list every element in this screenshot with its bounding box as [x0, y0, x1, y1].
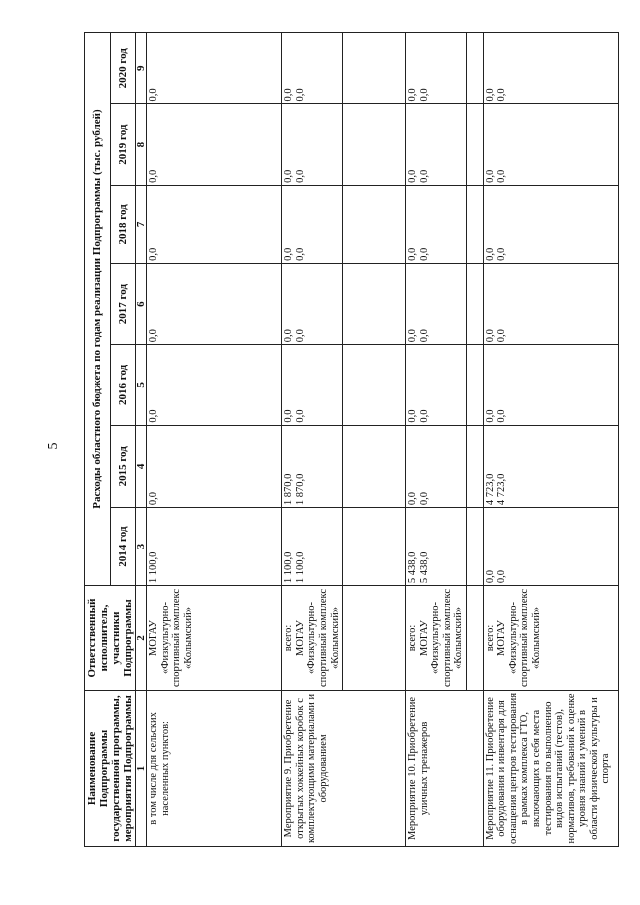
row-value: 0,0	[147, 263, 282, 344]
row-total-value: 0,0	[484, 409, 496, 423]
row-value: 0,0	[294, 409, 306, 423]
row-total-value: 0,0	[484, 569, 496, 584]
row-value: 0,0	[496, 247, 508, 261]
row-name: Мероприятие 11. Приобретение оборудования и инвентаря для оснащения центров тестирования в рамках комплекса ГТО, включающих в себя места тестирования по выполнению видов испытаний (тестов), нормативов, требований к оценке уровня знаний и умений в области физической культуры и спорта	[483, 690, 618, 846]
row-total-value: 1 100,0	[283, 551, 295, 584]
row-value: 0,0	[294, 329, 306, 343]
column-number-row	[136, 33, 147, 847]
column-number: 2	[136, 586, 147, 691]
header-expenses-group: Расходы областного бюджета по годам реализации Подпрограммы (тыс. рублей)	[85, 33, 111, 586]
row-value: 0,0	[418, 247, 430, 261]
row-value: 0,0	[418, 329, 430, 343]
row-value: 0,0	[496, 329, 508, 343]
table-row	[147, 33, 282, 847]
header-year: 2019 год	[110, 104, 136, 185]
budget-table-sheet	[84, 32, 612, 847]
row-total-value: 5 438,0	[407, 551, 419, 584]
row-total-value: 0,0	[407, 491, 419, 506]
row-total-value: 0,0	[283, 329, 295, 343]
header-year: 2017 год	[110, 263, 136, 344]
column-number: 6	[136, 263, 147, 344]
row-value: 0,0	[496, 88, 508, 102]
row-value: 1 100,0	[147, 508, 282, 586]
row-total-value: 0,0	[484, 169, 496, 183]
column-number: 3	[136, 508, 147, 586]
row-value: 0,0	[294, 88, 306, 102]
row-value: 0,0	[496, 169, 508, 183]
row-total-value: 0,0	[407, 247, 419, 261]
row-value: 0,0	[147, 345, 282, 425]
page-number: 5	[46, 442, 61, 450]
row-total-value: 0,0	[407, 409, 419, 423]
header-year: 2018 год	[110, 185, 136, 263]
row-name: в том числе для сельских населенных пунктов:	[147, 690, 282, 846]
row-executor: МОГАУ «Физкультурно-спортивный комплекс «Колымский»	[147, 586, 282, 691]
row-total-value: 0,0	[484, 88, 496, 102]
row-total-label: всего:	[407, 624, 419, 652]
row-value: 1 100,0	[294, 551, 306, 584]
row-total-value: 1 870,0	[283, 473, 295, 506]
row-value: 0,0	[147, 425, 282, 508]
row-total-value: 0,0	[484, 329, 496, 343]
row-total-value: 0,0	[283, 409, 295, 423]
row-value: 5 438,0	[418, 551, 430, 584]
column-number: 8	[136, 104, 147, 185]
header-year: 2015 год	[110, 425, 136, 508]
row-total-value: 0,0	[407, 169, 419, 183]
row-name: Мероприятие 9. Приобретение открытых хоккейных коробок с комплектующими материалами и оборудованием	[282, 690, 406, 846]
header-program-name: Наименование Подпрограммы государственной программы, мероприятия Подпрограммы	[85, 690, 136, 846]
row-total-value: 0,0	[283, 169, 295, 183]
column-number: 1	[136, 690, 147, 846]
row-value: 4 723,0	[496, 473, 508, 506]
row-total-value: 0,0	[407, 329, 419, 343]
row-value: 0,0	[147, 185, 282, 263]
row-executor: МОГАУ «Физкультурно-спортивный комплекс «Колымский»	[496, 589, 543, 688]
row-executor: МОГАУ «Физкультурно-спортивный комплекс «Колымский»	[418, 589, 465, 688]
table-row	[406, 33, 467, 847]
column-number: 9	[136, 33, 147, 104]
row-total-value: 0,0	[484, 247, 496, 261]
row-value: 0,0	[496, 409, 508, 423]
column-number: 5	[136, 345, 147, 425]
row-value: 0,0	[418, 409, 430, 423]
header-year: 2020 год	[110, 33, 136, 104]
table-row	[483, 33, 618, 847]
row-name: Мероприятие 10. Приобретение уличных тренажеров	[406, 690, 484, 846]
row-value: 0,0	[147, 104, 282, 185]
row-value: 0,0	[418, 169, 430, 183]
column-number: 7	[136, 185, 147, 263]
row-executor: МОГАУ «Физкультурно-спортивный комплекс «Колымский»	[294, 589, 341, 688]
header-row-top	[85, 33, 111, 847]
budget-table	[84, 32, 619, 847]
row-value: 0,0	[294, 247, 306, 261]
row-total-value: 0,0	[283, 88, 295, 102]
header-executor: Ответственный исполнитель, участники Подпрограммы	[85, 586, 136, 691]
table-row	[282, 33, 343, 847]
row-total-value: 0,0	[407, 88, 419, 102]
row-value: 0,0	[294, 169, 306, 183]
row-total-value: 4 723,0	[484, 473, 496, 506]
row-value: 0,0	[418, 88, 430, 102]
row-total-label: всего:	[283, 624, 295, 652]
header-year: 2016 год	[110, 345, 136, 425]
row-value: 1 870,0	[294, 473, 306, 506]
row-value: 0,0	[496, 569, 508, 584]
header-year: 2014 год	[110, 508, 136, 586]
row-total-value: 0,0	[283, 247, 295, 261]
row-value: 0,0	[147, 33, 282, 104]
row-value: 0,0	[418, 491, 430, 506]
column-number: 4	[136, 425, 147, 508]
row-total-label: всего:	[484, 624, 496, 652]
